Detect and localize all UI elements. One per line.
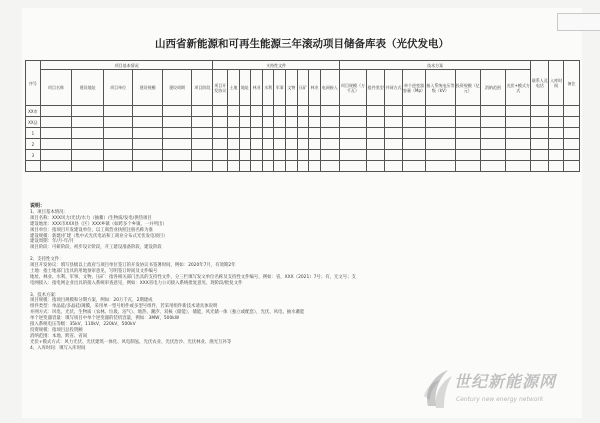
table-cell: [531, 117, 549, 128]
table-row: [26, 150, 580, 161]
table-cell: [455, 117, 480, 128]
table-cell: [402, 161, 425, 172]
notes-section: [30, 204, 500, 352]
table-cell: [192, 139, 213, 150]
watermark-en: Century new energy network: [456, 396, 544, 403]
table-cell: [402, 117, 425, 128]
table-cell: [103, 161, 132, 172]
header-support-4: 水利: [262, 70, 274, 106]
table-cell: [162, 139, 191, 150]
table-cell: [192, 106, 213, 117]
header-support-3: 林业: [251, 70, 263, 106]
table-cell: [213, 106, 228, 117]
table-cell: [251, 106, 263, 117]
table-cell: [297, 128, 309, 139]
table-cell: [426, 117, 455, 128]
header-basic-4: 建设周期: [162, 70, 191, 106]
table-cell: [251, 161, 263, 172]
table-cell: [531, 150, 549, 161]
table-cell: [213, 128, 228, 139]
table-cell: [251, 150, 263, 161]
note-line: 并网方式：风电、光伏、生物质（农林、垃圾、沼气）、地热、潮汐、双核（储能），储能，风光储一体（独立或配套），光伏、风电、抽水蓄能: [30, 310, 305, 316]
table-cell: [103, 106, 132, 117]
header-support-1: 土地: [228, 70, 240, 106]
row-serial: 2: [26, 139, 41, 150]
table-cell: [426, 161, 455, 172]
table-cell: [549, 161, 564, 172]
header-support-9: 电网接入: [320, 70, 339, 106]
table-cell: [549, 106, 564, 117]
header-tech-2: 并网方式: [385, 70, 403, 106]
table-cell: [367, 161, 385, 172]
header-support-6: 文物: [286, 70, 298, 106]
note-line: 项目单位：指项目开发建设单位，以工商营业执照注册名称为准: [30, 227, 153, 233]
table-cell: [274, 128, 286, 139]
header-support-7: 压矿: [297, 70, 309, 106]
table-cell: [286, 150, 298, 161]
header-tech-4: 接入系统电压等级（kV）: [426, 70, 455, 106]
table-cell: [286, 128, 298, 139]
table-cell: [506, 117, 531, 128]
table-cell: [228, 150, 240, 161]
table-cell: [339, 128, 366, 139]
table-cell: [72, 139, 104, 150]
table-cell: [133, 117, 162, 128]
table-cell: [564, 117, 580, 128]
table-cell: [251, 128, 263, 139]
table-cell: [320, 128, 339, 139]
header-basic-5: 项目阶段: [192, 70, 213, 106]
table-cell: [103, 139, 132, 150]
table-cell: [239, 128, 251, 139]
table-cell: [320, 117, 339, 128]
table-cell: [228, 128, 240, 139]
header-support-2: 地址: [239, 70, 251, 106]
table-cell: [426, 139, 455, 150]
table-cell: [480, 150, 505, 161]
note-line: 4、入库时间：填写入库时间: [30, 345, 86, 351]
table-cell: [192, 161, 213, 172]
table-cell: [385, 128, 403, 139]
table-cell: [133, 150, 162, 161]
table-cell: [40, 150, 72, 161]
note-line: 光伏+模式方式：风力光伏、光伏建筑一体化、风电制氢、光伏农业、光伏治沙、光伏林业、渔光互补等: [30, 339, 232, 345]
table-cell: [339, 139, 366, 150]
table-cell: [480, 139, 505, 150]
note-line: 建设周期：年/月-年/月: [30, 239, 75, 245]
header-group-basic: 项目基本情况: [40, 61, 213, 70]
table-cell: [239, 106, 251, 117]
table-cell: [549, 117, 564, 128]
table-cell: [239, 150, 251, 161]
table-cell: [228, 106, 240, 117]
table-cell: [455, 139, 480, 150]
table-cell: [309, 161, 321, 172]
note-line: 接入系统电压等级：35kV，110kV，220kV，500kV: [30, 322, 136, 328]
table-cell: [385, 139, 403, 150]
table-cell: [339, 150, 366, 161]
table-cell: [367, 117, 385, 128]
table-cell: [133, 139, 162, 150]
table-cell: [162, 150, 191, 161]
table-cell: [213, 161, 228, 172]
table-cell: [72, 106, 104, 117]
header-row-columns: [26, 70, 580, 106]
table-cell: [320, 106, 339, 117]
table-cell: [309, 117, 321, 128]
table-cell: [228, 139, 240, 150]
header-basic-1: 建设地址: [72, 70, 104, 106]
table-cell: [40, 139, 72, 150]
table-cell: [506, 106, 531, 117]
watermark-cn: 世纪新能源网: [454, 372, 557, 391]
note-line: 说明：: [30, 203, 46, 209]
table-cell: [402, 106, 425, 117]
table-cell: [531, 128, 549, 139]
table-cell: [320, 139, 339, 150]
table-cell: [402, 150, 425, 161]
table-cell: [455, 128, 480, 139]
table-cell: [262, 150, 274, 161]
table-cell: [367, 150, 385, 161]
table-row: [26, 139, 580, 150]
table-cell: [213, 150, 228, 161]
table-cell: [274, 150, 286, 161]
table-cell: [506, 139, 531, 150]
table-cell: [192, 128, 213, 139]
table-cell: [531, 161, 549, 172]
table-cell: [262, 161, 274, 172]
table-cell: [402, 128, 425, 139]
table-cell: [162, 117, 191, 128]
table-cell: [72, 117, 104, 128]
table-cell: [480, 117, 505, 128]
note-line: 项目名称：XXX风力/光伏/水力（抽蓄）/生物质/发电/供热项目: [30, 215, 152, 221]
table-row: [26, 161, 580, 172]
table-cell: [262, 106, 274, 117]
table-cell: [426, 106, 455, 117]
note-line: 土地：指土地部门出具的用地预审意见，写明签订时间及文件编号: [30, 268, 158, 274]
watermark: [404, 366, 594, 416]
table-cell: [251, 139, 263, 150]
table-cell: [162, 128, 191, 139]
table-cell: [213, 117, 228, 128]
note-line: 1、项目基本情况：: [30, 209, 68, 215]
document-page: [22, 8, 582, 418]
table-cell: [385, 161, 403, 172]
header-group-support: 支持性文件: [213, 61, 339, 70]
table-cell: [564, 128, 580, 139]
table-cell: [367, 128, 385, 139]
table-cell: [274, 139, 286, 150]
table-cell: [339, 117, 366, 128]
table-cell: [274, 106, 286, 117]
header-tech-0: 项目规模（万千瓦）: [339, 70, 366, 106]
table-cell: [103, 150, 132, 161]
table-cell: [133, 106, 162, 117]
table-cell: [297, 139, 309, 150]
row-serial: 3: [26, 150, 41, 161]
table-cell: [564, 139, 580, 150]
header-group-tech: 技术方案: [339, 61, 531, 70]
table-cell: [40, 161, 72, 172]
table-cell: [192, 117, 213, 128]
note-line: 单个逆变器容量：填写项目中单个逆变器的装机容量，例如：3MW，500kW: [30, 316, 180, 322]
header-basic-2: 项目单位: [103, 70, 132, 106]
header-tech-6: 消纳范围: [480, 70, 505, 106]
table-cell: [103, 117, 132, 128]
header-row-groups: [26, 61, 580, 70]
row-serial: XX县: [26, 117, 41, 128]
table-cell: [162, 106, 191, 117]
table-cell: [286, 117, 298, 128]
row-serial: 1: [26, 128, 41, 139]
table-cell: [274, 117, 286, 128]
note-line: 组件类型：单晶硅/多晶硅/薄膜，采用单一型号组件或多型号组件，若采用组件新技术请具体说明: [30, 304, 218, 310]
table-cell: [40, 128, 72, 139]
table-cell: [133, 128, 162, 139]
table-cell: [297, 150, 309, 161]
table-cell: [506, 128, 531, 139]
table-cell: [239, 117, 251, 128]
table-cell: [133, 161, 162, 172]
row-serial: XX市: [26, 106, 41, 117]
table-cell: [480, 128, 505, 139]
table-cell: [564, 150, 580, 161]
table-cell: [480, 161, 505, 172]
header-basic-3: 建设规模: [133, 70, 162, 106]
table-cell: [309, 106, 321, 117]
table-cell: [385, 106, 403, 117]
header-support-0: 项目开发协议: [213, 70, 228, 106]
table-cell: [309, 128, 321, 139]
header-tail-0: 联系人及电话: [531, 61, 549, 106]
table-cell: [262, 139, 274, 150]
table-cell: [262, 117, 274, 128]
table-cell: [320, 150, 339, 161]
note-line: 建设规模：新建/扩建（集中式光伏电站和工商业分布式光伏发电项目）: [30, 233, 168, 239]
document-title: 山西省新能源和可再生能源三年滚动项目储备库表（光伏发电）: [155, 38, 449, 50]
corner-stamp-box: [557, 13, 600, 31]
table-cell: [297, 161, 309, 172]
header-support-5: 军事: [274, 70, 286, 106]
table-cell: [72, 128, 104, 139]
table-cell: [103, 128, 132, 139]
table-row: [26, 117, 580, 128]
table-cell: [286, 161, 298, 172]
table-cell: [251, 117, 263, 128]
table-cell: [426, 128, 455, 139]
table-cell: [549, 150, 564, 161]
note-line: 建设地址：XXX市XXX县（区）XXX乡镇（如跨多个乡镇，一并列出）: [30, 221, 167, 227]
table-cell: [40, 106, 72, 117]
table-cell: [320, 161, 339, 172]
table-cell: [385, 150, 403, 161]
table-cell: [192, 150, 213, 161]
table-cell: [309, 139, 321, 150]
table-cell: [531, 106, 549, 117]
header-tail-1: 入库时间: [549, 61, 564, 106]
header-tech-5: 投资规模（亿元）: [455, 70, 480, 106]
table-cell: [339, 161, 366, 172]
table-cell: [228, 117, 240, 128]
table-row: [26, 106, 580, 117]
header-tech-1: 组件类型: [367, 70, 385, 106]
note-line: 3、技术方案：: [30, 292, 60, 298]
table-cell: [72, 161, 104, 172]
header-basic-0: 项目名称: [40, 70, 72, 106]
table-cell: [239, 161, 251, 172]
table-cell: [385, 117, 403, 128]
header-tech-3: 单个逆变器容量（Mp）: [402, 70, 425, 106]
table-cell: [564, 106, 580, 117]
table-cell: [367, 106, 385, 117]
table-cell: [297, 106, 309, 117]
header-tech-7: 光伏+模式方式: [506, 70, 531, 106]
table-cell: [455, 106, 480, 117]
note-line: 项目规模：指项目规模和分期方案，例如：20万千瓦，2期建成: [30, 298, 153, 304]
table-cell: [564, 161, 580, 172]
project-table: [25, 60, 580, 172]
row-serial: [26, 161, 41, 172]
note-line: 电网接入：指电网企业出具的接入系统审查意见，例如：XXX省电力公司接入系统批复意见、现阶段/批复文件: [30, 280, 243, 286]
table-cell: [506, 150, 531, 161]
table-cell: [309, 150, 321, 161]
header-serial: 序号: [26, 61, 41, 106]
header-tail-2: 备注: [564, 61, 580, 106]
header-support-8: 林业: [309, 70, 321, 106]
note-line: 项目阶段：可研阶段，初步设计阶段，开工建设准备阶段，建设阶段: [30, 245, 162, 251]
table-cell: [549, 128, 564, 139]
table-cell: [239, 139, 251, 150]
table-cell: [72, 150, 104, 161]
table-cell: [262, 128, 274, 139]
table-cell: [455, 161, 480, 172]
table-cell: [162, 161, 191, 172]
table-cell: [213, 139, 228, 150]
table-cell: [455, 150, 480, 161]
table-cell: [40, 117, 72, 128]
table-cell: [549, 139, 564, 150]
swirl-logo-icon: [422, 366, 454, 410]
table-cell: [367, 139, 385, 150]
table-cell: [426, 150, 455, 161]
note-line: 投资规模：指项目总投资额: [30, 328, 83, 333]
table-cell: [297, 117, 309, 128]
table-cell: [531, 139, 549, 150]
table-cell: [402, 139, 425, 150]
table-cell: [228, 161, 240, 172]
table-cell: [286, 139, 298, 150]
table-cell: [339, 106, 366, 117]
table-cell: [480, 106, 505, 117]
note-line: 2、支持性文件：: [30, 257, 64, 263]
note-line: 地址、林业、水利、军事、文物、压矿：指各相关部门出具的支持性文件，分三栏填写发文单位名称及支持性文件编号，例如：省，XXX（2021）7号；有，无文号；支: [30, 274, 356, 280]
table-row: [26, 128, 580, 139]
table-cell: [506, 161, 531, 172]
table-cell: [286, 106, 298, 117]
note-line: 消纳范围：本地、跨省、省间: [30, 333, 88, 339]
note-line: 项目开发协议：填写县级以上政府与项目单位签订的开发协议书签署时间，例如：2020年7月，有效期2年: [30, 263, 236, 269]
table-cell: [274, 161, 286, 172]
